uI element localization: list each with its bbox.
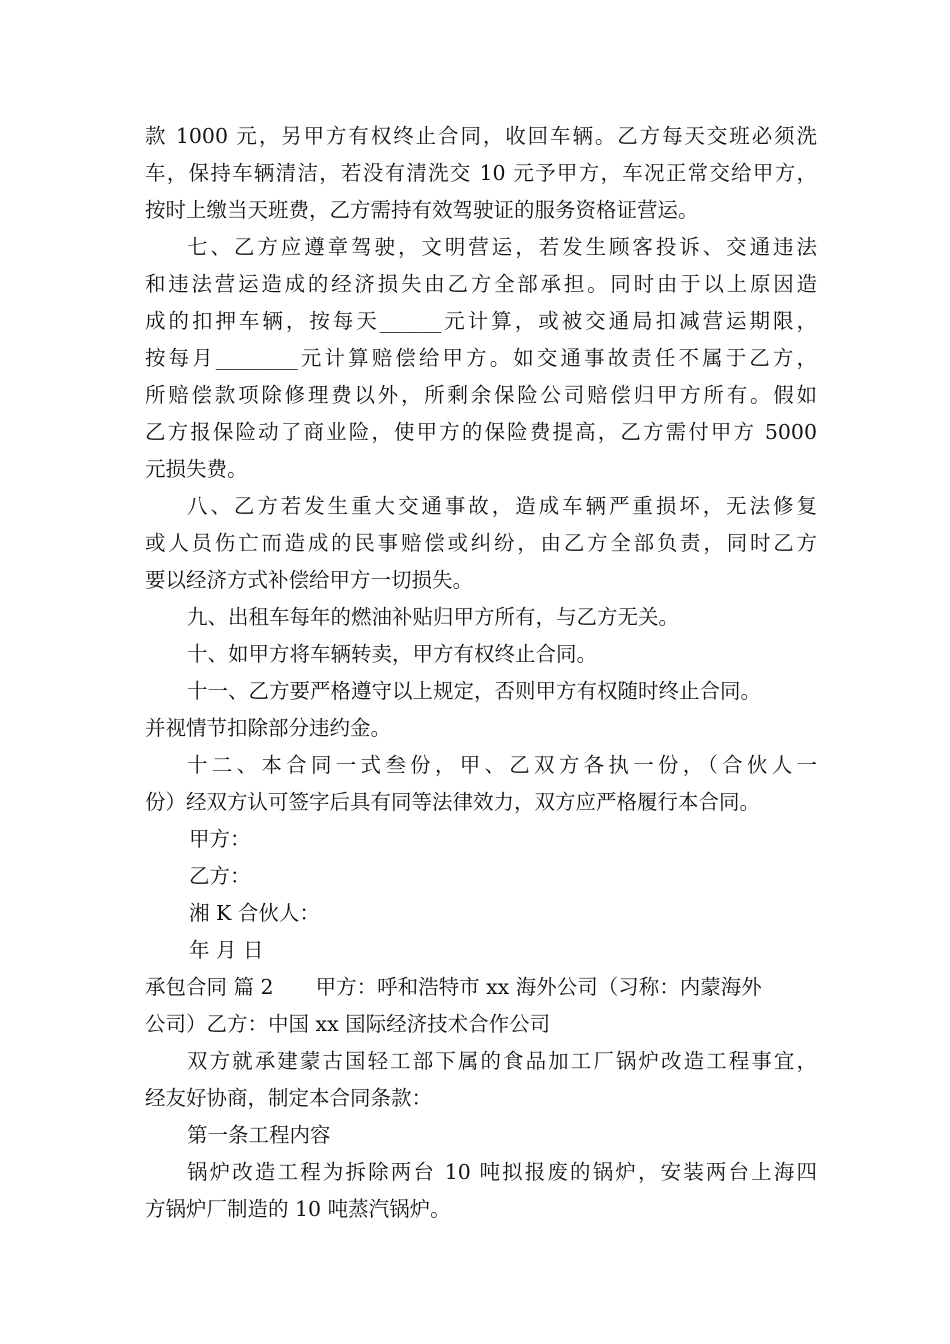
text-line: 按每月________元计算赔偿给甲方。如交通事故责任不属于乙方， — [145, 346, 817, 370]
clause-11-start: 十一、乙方要严格遵守以上规定，否则甲方有权随时终止合同。 — [187, 679, 761, 703]
text-line: 方锅炉厂制造的 10 吨蒸汽锅炉。 — [145, 1197, 451, 1221]
text-line: 所赔偿款项除修理费以外，所剩余保险公司赔偿归甲方所有。假如 — [145, 383, 817, 407]
text-line: 和违法营运造成的经济损失由乙方全部承担。同时由于以上原因造 — [145, 272, 817, 296]
text-line: 或人员伤亡而造成的民事赔偿或纠纷，由乙方全部负责，同时乙方 — [145, 531, 817, 555]
text-line: 按时上缴当天班费，乙方需持有效驾驶证的服务资格证营运。 — [145, 198, 699, 222]
signature-date: 年 月 日 — [189, 938, 264, 962]
clause-9: 九、出租车每年的燃油补贴归甲方所有，与乙方无关。 — [187, 605, 679, 629]
party-a-signature: 甲方： — [189, 827, 251, 851]
text-line: 经友好协商，制定本合同条款： — [145, 1086, 432, 1110]
document-body — [145, 118, 817, 1228]
text-line: 要以经济方式补偿给甲方一切损失。 — [145, 568, 473, 592]
section-title: 承包合同 篇 2 — [145, 975, 274, 999]
text-line: 成的扣押车辆，按每天______元计算，或被交通局扣减营运期限， — [145, 309, 817, 333]
clause-10: 十、如甲方将车辆转卖，甲方有权终止合同。 — [187, 642, 597, 666]
text-line: 乙方报保险动了商业险，使甲方的保险费提高，乙方需付甲方 5000 — [145, 420, 817, 444]
preamble-start: 双方就承建蒙古国轻工部下属的食品加工厂锅炉改造工程事宜， — [187, 1049, 817, 1073]
article-1-start: 锅炉改造工程为拆除两台 10 吨拟报废的锅炉，安装两台上海四 — [187, 1160, 817, 1184]
clause-12-start: 十二、本合同一式叁份，甲、乙双方各执一份，（合伙人一 — [187, 753, 817, 777]
text-line: 车，保持车辆清洁，若没有清洗交 10 元予甲方，车况正常交给甲方， — [145, 161, 817, 185]
article-1-heading: 第一条工程内容 — [187, 1123, 331, 1147]
contract-2-heading-line — [145, 969, 817, 1006]
clause-8-start: 八、乙方若发生重大交通事故，造成车辆严重损坏，无法修复 — [187, 494, 817, 518]
party-b-intro: 公司）乙方：中国 xx 国际经济技术合作公司 — [145, 1012, 551, 1036]
party-a-intro: 甲方：呼和浩特市 xx 海外公司（习称：内蒙海外 — [315, 975, 762, 999]
clause-7-start: 七、乙方应遵章驾驶，文明营运，若发生顾客投诉、交通违法 — [187, 235, 817, 259]
partner-signature: 湘 K 合伙人： — [189, 901, 320, 925]
text-line: 款 1000 元，另甲方有权终止合同，收回车辆。乙方每天交班必须洗 — [145, 124, 817, 148]
party-b-signature: 乙方： — [189, 864, 251, 888]
text-line: 份）经双方认可签字后具有同等法律效力，双方应严格履行本合同。 — [145, 790, 760, 814]
text-line: 元损失费。 — [145, 457, 248, 481]
text-line: 并视情节扣除部分违约金。 — [145, 716, 391, 740]
